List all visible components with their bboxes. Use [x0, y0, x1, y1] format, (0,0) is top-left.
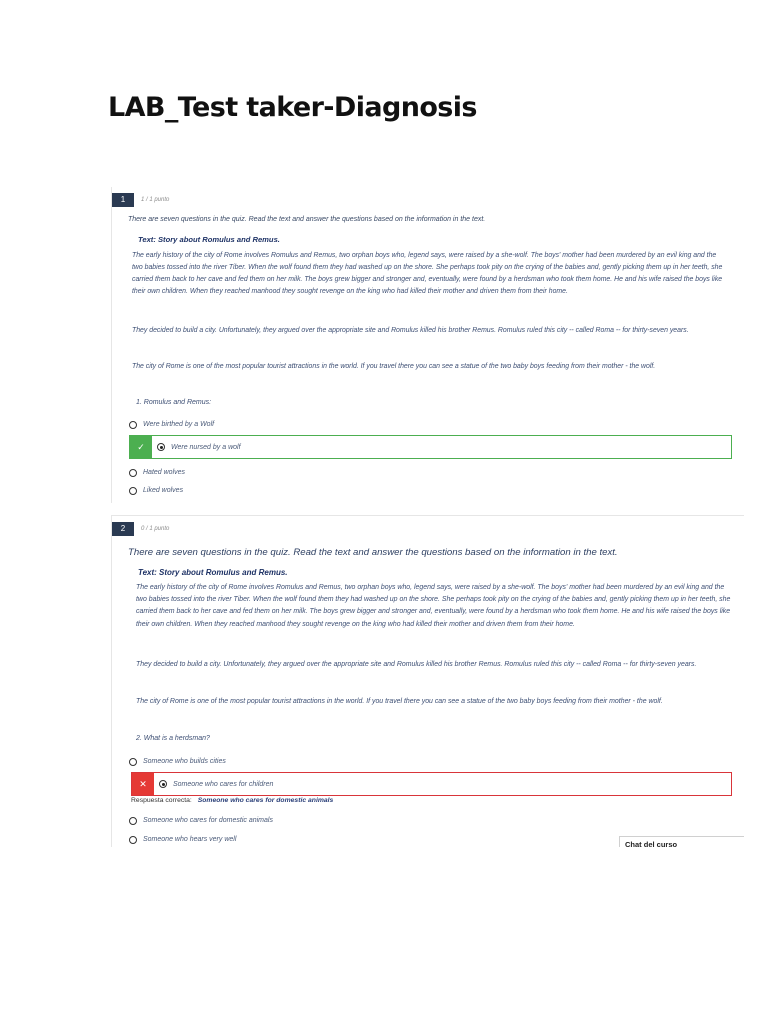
option-label: Hated wolves	[143, 469, 186, 476]
answer-option-selected-wrong[interactable]	[131, 772, 732, 796]
question-text: 1. Romulus and Remus:	[136, 399, 212, 406]
radio-icon[interactable]	[159, 780, 167, 788]
reading-title: Text: Story about Romulus and Remus.	[138, 235, 280, 244]
correct-answer-note	[131, 797, 333, 804]
answer-option[interactable]	[129, 815, 273, 826]
question-text: 2. What is a herdsman?	[136, 735, 210, 742]
check-icon: ✓	[130, 436, 152, 458]
answer-option[interactable]	[129, 834, 236, 845]
question-number-badge: 1	[112, 193, 134, 207]
quiz-screenshot-2	[111, 515, 744, 847]
reading-paragraph: The early history of the city of Rome involves Romulus and Remus, two orphan boys who, legend says, were raised by a she-wolf. The boys' mother had been murdered by an evil king and the two babies tossed into the river Tiber. When the wolf found them they had washed up on the shore. She perhaps took pity on the crying of the babies and, gently picking them up in her teeth, she carried them back to her cave and fed them on her milk. The boys grew bigger and stronger and, eventually, were found by a herdsman who took them home. He and his wife raised the boys like their own children. When they reached manhood they sought revenge on the king who had killed their mother and driven them from their home.	[136, 584, 731, 628]
radio-icon[interactable]	[129, 758, 137, 766]
quiz-instructions: There are seven questions in the quiz. Read the text and answer the questions based on the information in the text.	[128, 216, 486, 223]
question-points: 0 / 1 punto	[141, 526, 170, 532]
quiz-instructions: There are seven questions in the quiz. Read the text and answer the questions based on the information in the text.	[128, 547, 618, 558]
option-label: Someone who cares for children	[173, 780, 274, 788]
question-points: 1 / 1 punto	[141, 197, 170, 203]
quiz-screenshot-1	[111, 187, 736, 503]
question-header	[112, 193, 169, 207]
option-label: Someone who builds cities	[143, 758, 226, 765]
reading-paragraph: The city of Rome is one of the most popular tourist attractions in the world. If you travel there you can see a statue of the two baby boys feeding from their mother - the wolf.	[132, 363, 656, 370]
page-title: LAB_Test taker-Diagnosis	[108, 92, 477, 123]
option-label: Were nursed by a wolf	[171, 443, 241, 451]
radio-icon[interactable]	[157, 443, 165, 451]
reading-paragraph: They decided to build a city. Unfortunately, they argued over the appropriate site and Romulus killed his brother Remus. Romulus ruled this city -- called Roma -- for thirty-seven years.	[132, 327, 689, 334]
question-header	[112, 522, 169, 536]
answer-option-selected-correct[interactable]	[129, 435, 732, 459]
radio-icon[interactable]	[129, 469, 137, 477]
reading-paragraph: The city of Rome is one of the most popular tourist attractions in the world. If you travel there you can see a statue of the two baby boys feeding from their mother - the wolf.	[136, 698, 663, 705]
option-label: Someone who cares for domestic animals	[143, 817, 273, 824]
radio-icon[interactable]	[129, 487, 137, 495]
radio-icon[interactable]	[129, 836, 137, 844]
option-label: Someone who hears very well	[143, 836, 237, 843]
answer-option[interactable]	[129, 467, 185, 478]
answer-option[interactable]	[129, 419, 214, 430]
correct-answer-label: Respuesta correcta:	[131, 797, 192, 804]
course-chat-tab[interactable]: Chat del curso	[619, 836, 744, 847]
radio-icon[interactable]	[129, 421, 137, 429]
radio-icon[interactable]	[129, 817, 137, 825]
option-label: Liked wolves	[143, 487, 184, 494]
reading-paragraph: They decided to build a city. Unfortunately, they argued over the appropriate site and Romulus killed his brother Remus. Romulus ruled this city -- called Roma -- for thirty-seven years.	[136, 661, 697, 668]
close-icon: ✕	[132, 773, 154, 795]
reading-title: Text: Story about Romulus and Remus.	[138, 568, 288, 577]
answer-option[interactable]	[129, 485, 183, 496]
answer-option[interactable]	[129, 756, 226, 767]
option-label: Were birthed by a Wolf	[143, 421, 215, 428]
correct-answer-value: Someone who cares for domestic animals	[197, 797, 334, 804]
reading-paragraph: The early history of the city of Rome involves Romulus and Remus, two orphan boys who, legend says, were raised by a she-wolf. The boys' mother had been murdered by an evil king and the two babies tossed into the river Tiber. When the wolf found them they had washed up on the shore. She perhaps took pity on the crying of the babies and, gently picking them up in her teeth, she carried them back to her cave and fed them on her milk. The boys grew bigger and stronger and, eventually, were found by a herdsman who took them home. He and his wife raised the boys like their own children. When they reached manhood they sought revenge on the king who had killed their mother and driven them from their home.	[132, 252, 723, 295]
question-number-badge: 2	[112, 522, 134, 536]
